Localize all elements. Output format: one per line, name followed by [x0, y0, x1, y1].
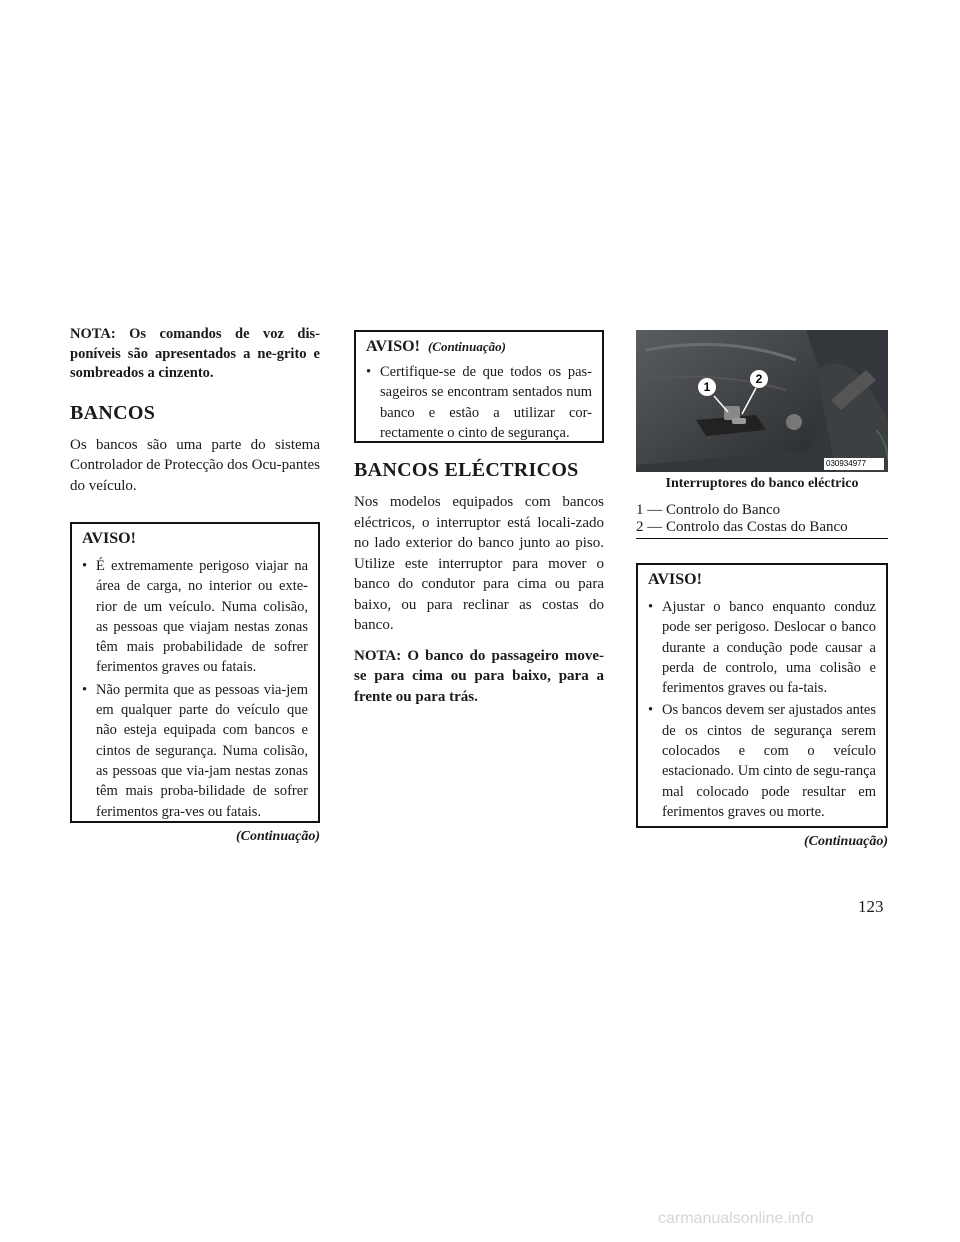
- warning-item: • Não permita que as pessoas via-jem em qualquer parte do veículo que não esteja equipada com bancos e cintos de segurança. Numa colisão, as pessoas que via-jam nestas zonas têm mais proba-bilidade de sofrer ferimentos gra-ves ou fatais.: [82, 680, 308, 822]
- legend-item: 2 — Controlo das Costas do Banco: [636, 519, 848, 535]
- warning-title: [366, 338, 592, 356]
- figure-code: 030934977: [826, 459, 867, 468]
- warning-box-3: [636, 563, 888, 828]
- passenger-seat-note: NOTA: O banco do passageiro move-se para cima ou para baixo, para a frente ou para trás.: [354, 647, 604, 705]
- warning-list: [648, 597, 876, 822]
- warning-title: AVISO!: [648, 571, 702, 588]
- warning-box-2: [354, 330, 604, 443]
- warning-continued-label: (Continuação): [427, 339, 506, 354]
- warning-item: • É extremamente perigoso viajar na área de carga, no interior ou exte-rior de um veículo. Numa colisão, as pessoas que viajam nestas zonas têm mais probabilidade de sofrer ferimentos graves ou fatais.: [82, 556, 308, 678]
- callout-1: 1: [698, 378, 716, 396]
- column-left: [70, 325, 320, 845]
- warning-box-1: [70, 522, 320, 823]
- continued-label: (Continuação): [235, 829, 320, 844]
- watermark: carmanualsonline.info: [658, 1210, 814, 1227]
- column-middle: [354, 330, 604, 707]
- warning-title-text: AVISO!: [366, 338, 420, 355]
- warning-item: • Certifique-se de que todos os pas-sageiros se encontram sentados num banco e estão a utilizar cor-rectamente o cinto de segurança.: [366, 362, 592, 443]
- seat-switches-photo: [636, 330, 888, 472]
- voice-command-note: NOTA: Os comandos de voz dis-poníveis são apresentados a ne-grito e sombreados a cinzento.: [70, 326, 320, 381]
- figure-legend: [636, 502, 888, 539]
- callout-2: 2: [750, 370, 768, 388]
- page-number: 123: [858, 897, 884, 916]
- seat-photo-illustration: [636, 330, 888, 472]
- warning-list: [366, 362, 592, 443]
- power-seats-body: Nos modelos equipados com bancos eléctricos, o interruptor está locali-zado no lado exterior do banco junto ao piso. Utilize este interruptor para mover o banco do condutor para cima ou para baixo, ou para reclinar as costas do banco.: [354, 494, 604, 633]
- bancos-intro: Os bancos são uma parte do sistema Controlador de Protecção dos Ocu-pantes do veículo.: [70, 436, 320, 494]
- warning-item: • Os bancos devem ser ajustados antes de os cintos de segurança serem colocados e com o veículo estacionado. Um cinto de segu-rança mal colocado pode resultar em ferimentos graves ou morte.: [648, 700, 876, 822]
- warning-list: [82, 556, 308, 822]
- warning-item: • Ajustar o banco enquanto conduz pode ser perigoso. Deslocar o banco durante a condução pode causar a perda de controlo, uma colisão e ferimentos graves ou fa-tais.: [648, 597, 876, 698]
- warning-title: AVISO!: [82, 530, 136, 547]
- legend-item: 1 — Controlo do Banco: [636, 502, 781, 518]
- column-right: [636, 330, 888, 850]
- section-heading-bancos: BANCOS: [70, 401, 156, 424]
- continued-label: (Continuação): [803, 834, 888, 849]
- section-heading-bancos-electricos: BANCOS ELÉCTRICOS: [354, 459, 579, 481]
- figure-caption: Interruptores do banco eléctrico: [665, 476, 859, 491]
